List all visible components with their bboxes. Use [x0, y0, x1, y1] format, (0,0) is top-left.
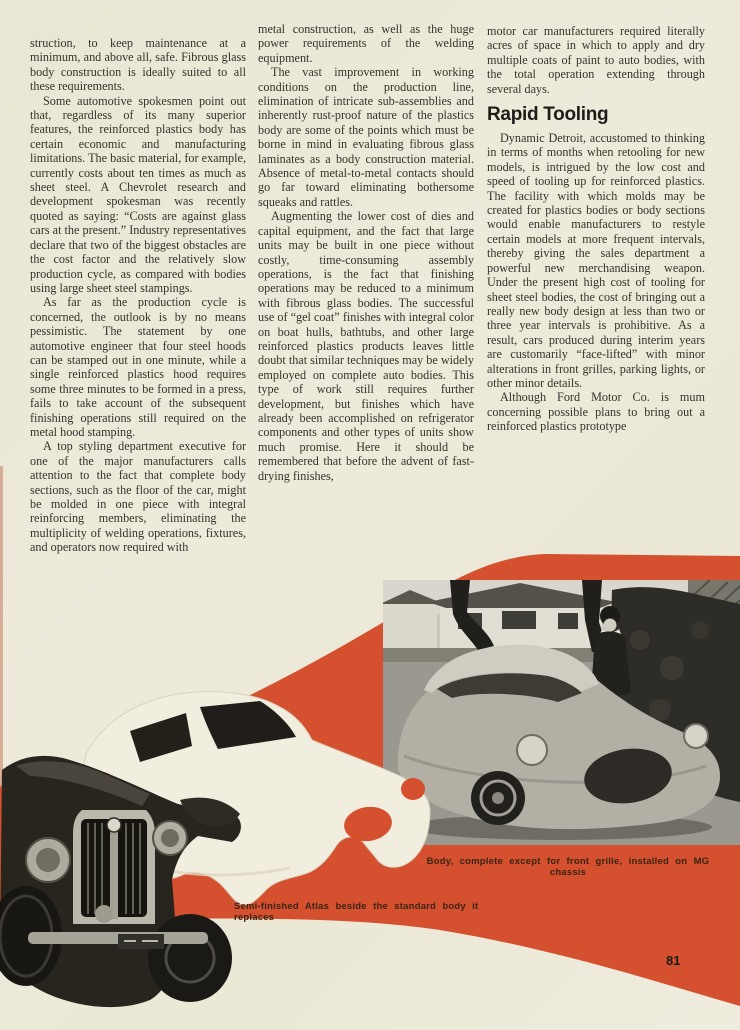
- paragraph: As far as the production cycle is concerned, the outlook is by no means pessimistic. The statement by one automotive engineer that four steel hoods can be stamped out in one minute, while a single reinforced plastics hood requires some three minutes to be formed in a press, fails to take account of the subsequent finishing operations still required on the metal hood stamping.: [30, 295, 246, 439]
- atlas-headlight-hole: [401, 778, 425, 800]
- page-number: 81: [666, 953, 681, 968]
- paragraph: Dynamic Detroit, accustomed to thinking in terms of months when retooling for new models, is intrigued by the low cost and speed of tooling up for reinforced plastics. The facility with which molds may be created for plastics bodies or body sections would enable manufacturers to restyle certain models at more frequent intervals, thereby giving the sales department a powerful new merchandising weapon. Under the present high cost of tooling for sheet steel bodies, the cost of bringing out a really new body design at less than two or three year intervals is prohibitive. As a result, cars produced during interim years are customarily “face-lifted” with minor alterations in front grilles, parking lights, or other minor details.: [487, 131, 705, 390]
- paragraph: metal construction, as well as the huge power requirements of the welding equipment.: [258, 22, 474, 65]
- section-heading-rapid-tooling: Rapid Tooling: [487, 104, 609, 126]
- paragraph: Although Ford Motor Co. is mum concerning possible plans to bring out a reinforced plastics prototype: [487, 390, 705, 434]
- mg-right-wheel: [148, 914, 232, 1002]
- paragraph: The vast improvement in working conditions on the production line, elimination of intricate sub-assemblies and inherently rust-proof nature of the plastics body are some of the points which must be borne in mind in evaluating fibrous glass laminates as a body construction material. Absence of metal-to-metal contacts should go far toward eliminating bothersome squeaks and rattles.: [258, 65, 474, 209]
- text-column-1: [30, 36, 246, 555]
- paragraph: struction, to keep maintenance at a minimum, and above all, safe. Fibrous glass body construction is ideally suited to all these requirements.: [30, 36, 246, 94]
- left-page-edge-line: [0, 466, 3, 788]
- paragraph: Some automotive spokesmen point out that, regardless of its many superior features, the reinforced plastics body has certain economic and manufacturing limitations. The basic material, for example, currently costs about ten times as much as sheet steel. A Chevrolet research and development spokesman was recently quoted as saying: “Costs are against glass cars at the present.” Industry representatives declare that two of the biggest obstacles are the cost factor and the relatively slow production cycle, as compared with bodies using large sheet steel stampings.: [30, 93, 246, 295]
- caption-mg-chassis-photo: Body, complete except for front grille, installed on MG chassis: [426, 856, 710, 878]
- caption-atlas-body: Semi-finished Atlas beside the standard body it replaces: [234, 901, 479, 923]
- mg-badge: [107, 818, 121, 832]
- text-column-2: [258, 22, 474, 483]
- mg-fog-lamp: [95, 905, 113, 923]
- text-column-3: [487, 24, 705, 434]
- paragraph: A top styling department executive for one of the major manufacturers calls attention to the fact that complete body sections, such as the floor of the car, might be molded in one piece with integral reinforcing members, eliminating the multiplicity of welding operations, fixtures, and operators now required with: [30, 439, 246, 555]
- paragraph: motor car manufacturers required literally acres of space in which to apply and dry multiple coats of paint to auto bodies, with the total operation extending through several days.: [487, 24, 705, 96]
- paragraph: Augmenting the lower cost of dies and capital equipment, and the fact that large units may be built in one piece without costly, time-consuming assembly operations, is the fact that finishing operations may be reduced to a minimum with fibrous glass bodies. The successful use of “gel coat” finishes with integral color on boat hulls, bathtubs, and other large reinforced plastics products leaves little doubt that similar techniques may be widely employed on complete auto bodies. This type of work still requires further development, but finishes which have already been accomplished on refrigerator components and other types of units show much promise. Here it should be remembered that before the advent of fast-drying finishes,: [258, 209, 474, 483]
- photo-atlas-body-on-mg-chassis: [380, 580, 740, 845]
